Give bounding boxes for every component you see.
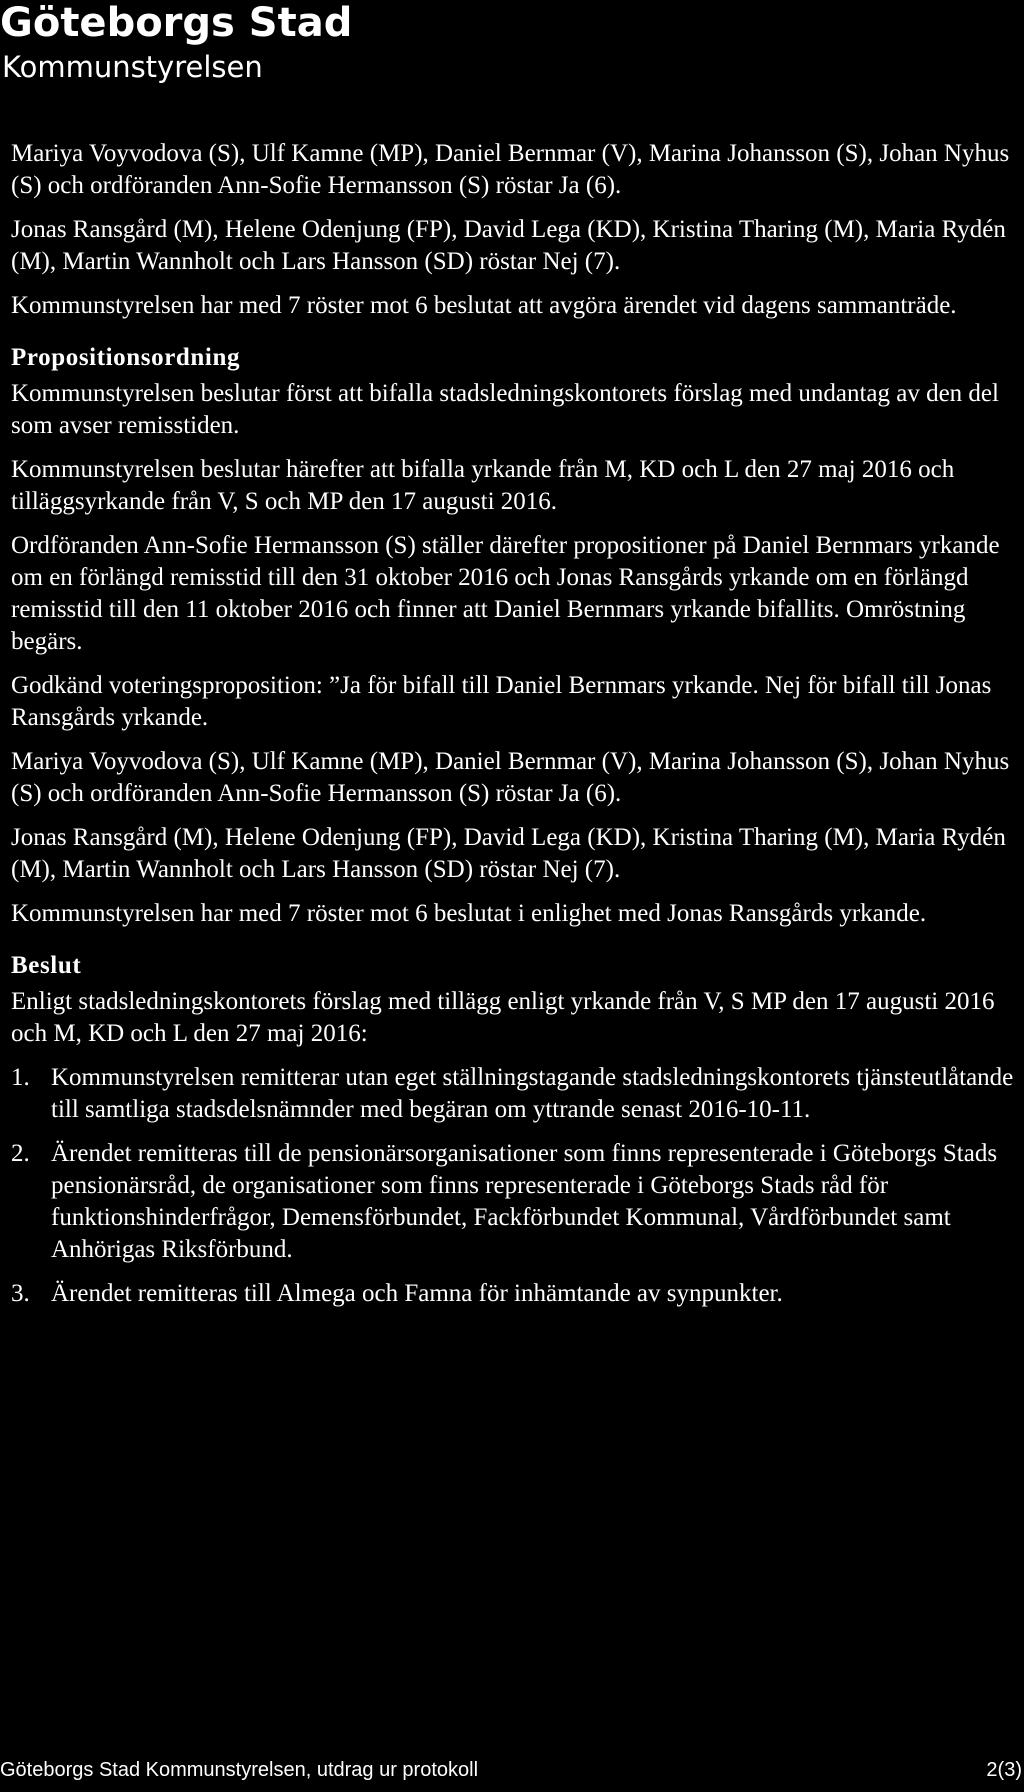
vote1-result-paragraph: Kommunstyrelsen har med 7 röster mot 6 beslutat att avgöra ärendet vid dagens sammanträde. — [11, 292, 957, 319]
decision-number: 2. — [11, 1140, 30, 1167]
protocol-body — [11, 138, 1019, 1322]
proposition-paragraph-1: Kommunstyrelsen beslutar först att bifalla stadsledningskontorets förslag med undantag av den del som avser remisstiden. — [11, 380, 999, 439]
proposition-paragraph-2: Kommunstyrelsen beslutar härefter att bifalla yrkande från M, KD och L den 27 maj 2016 och tilläggsyrkande från V, S och MP den 17 augusti 2016. — [11, 456, 955, 515]
decision-text: Ärendet remitteras till Almega och Famna för inhämtande av synpunkter. — [51, 1280, 783, 1307]
decision-item — [11, 1138, 1019, 1266]
voting-proposition-paragraph: Godkänd voteringsproposition: ”Ja för bifall till Daniel Bernmars yrkande. Nej för bifall till Jonas Ransgårds yrkande. — [11, 672, 992, 731]
vote2-no-paragraph: Jonas Ransgård (M), Helene Odenjung (FP), David Lega (KD), Kristina Tharing (M), Maria Rydén (M), Martin Wannholt och Lars Hansson (SD) röstar Nej (7). — [11, 824, 1006, 883]
vote2-result-paragraph: Kommunstyrelsen har med 7 röster mot 6 beslutat i enlighet med Jonas Ransgårds yrkande. — [11, 900, 927, 927]
decision-list — [11, 1062, 1019, 1310]
page-number: 2(3) — [986, 1759, 1022, 1781]
vote2-yes-paragraph: Mariya Voyvodova (S), Ulf Kamne (MP), Daniel Bernmar (V), Marina Johansson (S), Johan Nyhus (S) och ordföranden Ann-Sofie Hermansson (S) röstar Ja (6). — [11, 748, 1010, 807]
vote1-no-paragraph: Jonas Ransgård (M), Helene Odenjung (FP), David Lega (KD), Kristina Tharing (M), Maria Rydén (M), Martin Wannholt och Lars Hansson (SD) röstar Nej (7). — [11, 216, 1006, 275]
org-name: Göteborgs Stad — [0, 0, 353, 46]
decision-number: 3. — [11, 1280, 30, 1307]
decision-item — [11, 1062, 1019, 1126]
beslut-intro-paragraph: Enligt stadsledningskontorets förslag med tillägg enligt yrkande från V, S MP den 17 augusti 2016 och M, KD och L den 27 maj 2016: — [11, 988, 995, 1047]
org-unit: Kommunstyrelsen — [2, 50, 263, 84]
beslut-heading: Beslut — [11, 952, 82, 979]
decision-number: 1. — [11, 1064, 30, 1091]
vote1-yes-paragraph: Mariya Voyvodova (S), Ulf Kamne (MP), Daniel Bernmar (V), Marina Johansson (S), Johan Nyhus (S) och ordföranden Ann-Sofie Hermansson (S) röstar Ja (6). — [11, 140, 1010, 199]
decision-item — [11, 1278, 1019, 1310]
proposition-paragraph-3: Ordföranden Ann-Sofie Hermansson (S) ställer därefter propositioner på Daniel Bernmars yrkande om en förlängd remisstid till den 31 oktober 2016 och Jonas Ransgårds yrkande om en förlängd remisstid till den 11 oktober 2016 och finner att Daniel Bernmars yrkande bifallits. Omröstning begärs. — [11, 532, 1000, 655]
footer-title: Göteborgs Stad Kommunstyrelsen, utdrag ur protokoll — [0, 1759, 479, 1781]
propositionsordning-heading: Propositionsordning — [11, 344, 241, 371]
decision-text: Kommunstyrelsen remitterar utan eget ställningstagande stadsledningskontorets tjänsteutlåtande till samtliga stadsdelsnämnder med begäran om yttrande senast 2016-10-11. — [51, 1064, 1014, 1123]
decision-text: Ärendet remitteras till de pensionärsorganisationer som finns representerade i Göteborgs Stads pensionärsråd, de organisationer som finns representerade i Göteborgs Stads råd för funktionshinderfrågor, Demensförbundet, Fackförbundet Kommunal, Vårdförbundet samt Anhörigas Riksförbund. — [51, 1140, 998, 1263]
